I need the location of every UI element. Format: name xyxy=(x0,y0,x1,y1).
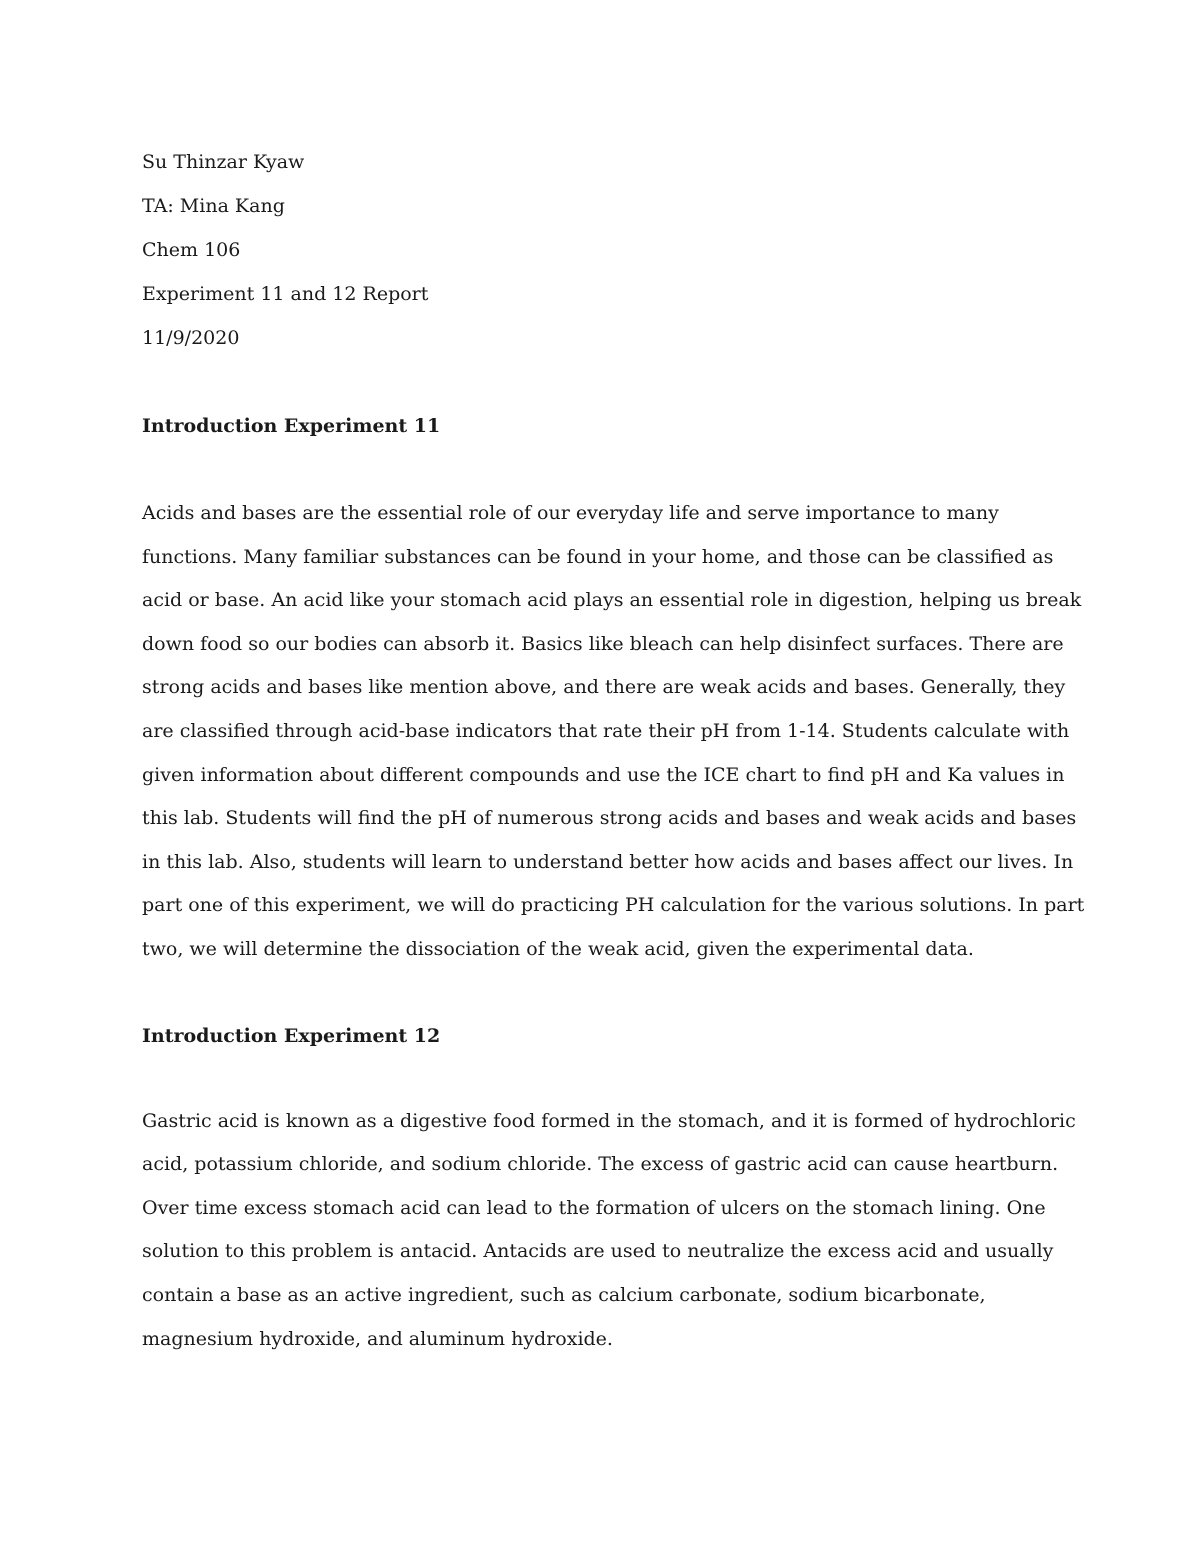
section-title: Introduction Experiment 12 xyxy=(142,1024,441,1047)
paragraph-line: in this lab. Also, students will learn to understand better how acids and bases affect our lives. In xyxy=(142,850,1074,873)
paragraph-line: functions. Many familiar substances can be found in your home, and those can be classified as xyxy=(142,545,1054,568)
paragraph-line: magnesium hydroxide, and aluminum hydroxide. xyxy=(142,1327,613,1350)
section-experiment-11 xyxy=(142,404,1085,972)
report-date: 11/9/2020 xyxy=(142,327,240,349)
paragraph-line: solution to this problem is antacid. Antacids are used to neutralize the excess acid and usually xyxy=(142,1240,1054,1263)
paragraph-line: down food so our bodies can absorb it. Basics like bleach can help disinfect surfaces. There are xyxy=(142,632,1064,655)
paragraph xyxy=(142,1100,1076,1362)
paragraph-line: are classified through acid-base indicators that rate their pH from 1-14. Students calculate with xyxy=(142,719,1070,742)
paragraph-line: strong acids and bases like mention above, and there are weak acids and bases. Generally, they xyxy=(142,676,1066,699)
section-title: Introduction Experiment 11 xyxy=(142,415,441,437)
paragraph-line: acid or base. An acid like your stomach acid plays an essential role in digestion, helping us break xyxy=(142,589,1082,612)
paragraph-line: part one of this experiment, we will do practicing PH calculation for the various solutions. In part xyxy=(142,894,1085,917)
report-title: Experiment 11 and 12 Report xyxy=(142,283,429,305)
course-name: Chem 106 xyxy=(142,239,241,261)
section-experiment-12 xyxy=(142,1014,1076,1362)
paragraph xyxy=(142,492,1085,972)
header-block xyxy=(142,140,1062,360)
document-body xyxy=(142,140,1085,1361)
ta-name: TA: Mina Kang xyxy=(142,195,285,217)
author-name: Su Thinzar Kyaw xyxy=(142,151,305,173)
paragraph-line: Over time excess stomach acid can lead to the formation of ulcers on the stomach lining. One xyxy=(142,1196,1046,1219)
paragraph-line: two, we will determine the dissociation of the weak acid, given the experimental data. xyxy=(142,937,974,960)
paragraph-line: contain a base as an active ingredient, such as calcium carbonate, sodium bicarbonate, xyxy=(142,1283,986,1306)
paragraph-line: Acids and bases are the essential role of our everyday life and serve importance to many xyxy=(142,502,999,524)
paragraph-line: acid, potassium chloride, and sodium chloride. The excess of gastric acid can cause heartburn. xyxy=(142,1153,1059,1176)
paragraph-line: this lab. Students will find the pH of numerous strong acids and bases and weak acids and bases xyxy=(142,807,1077,830)
paragraph-line: given information about different compounds and use the ICE chart to find pH and Ka values in xyxy=(142,763,1065,786)
paragraph-line: Gastric acid is known as a digestive food formed in the stomach, and it is formed of hydrochloric xyxy=(142,1109,1076,1132)
